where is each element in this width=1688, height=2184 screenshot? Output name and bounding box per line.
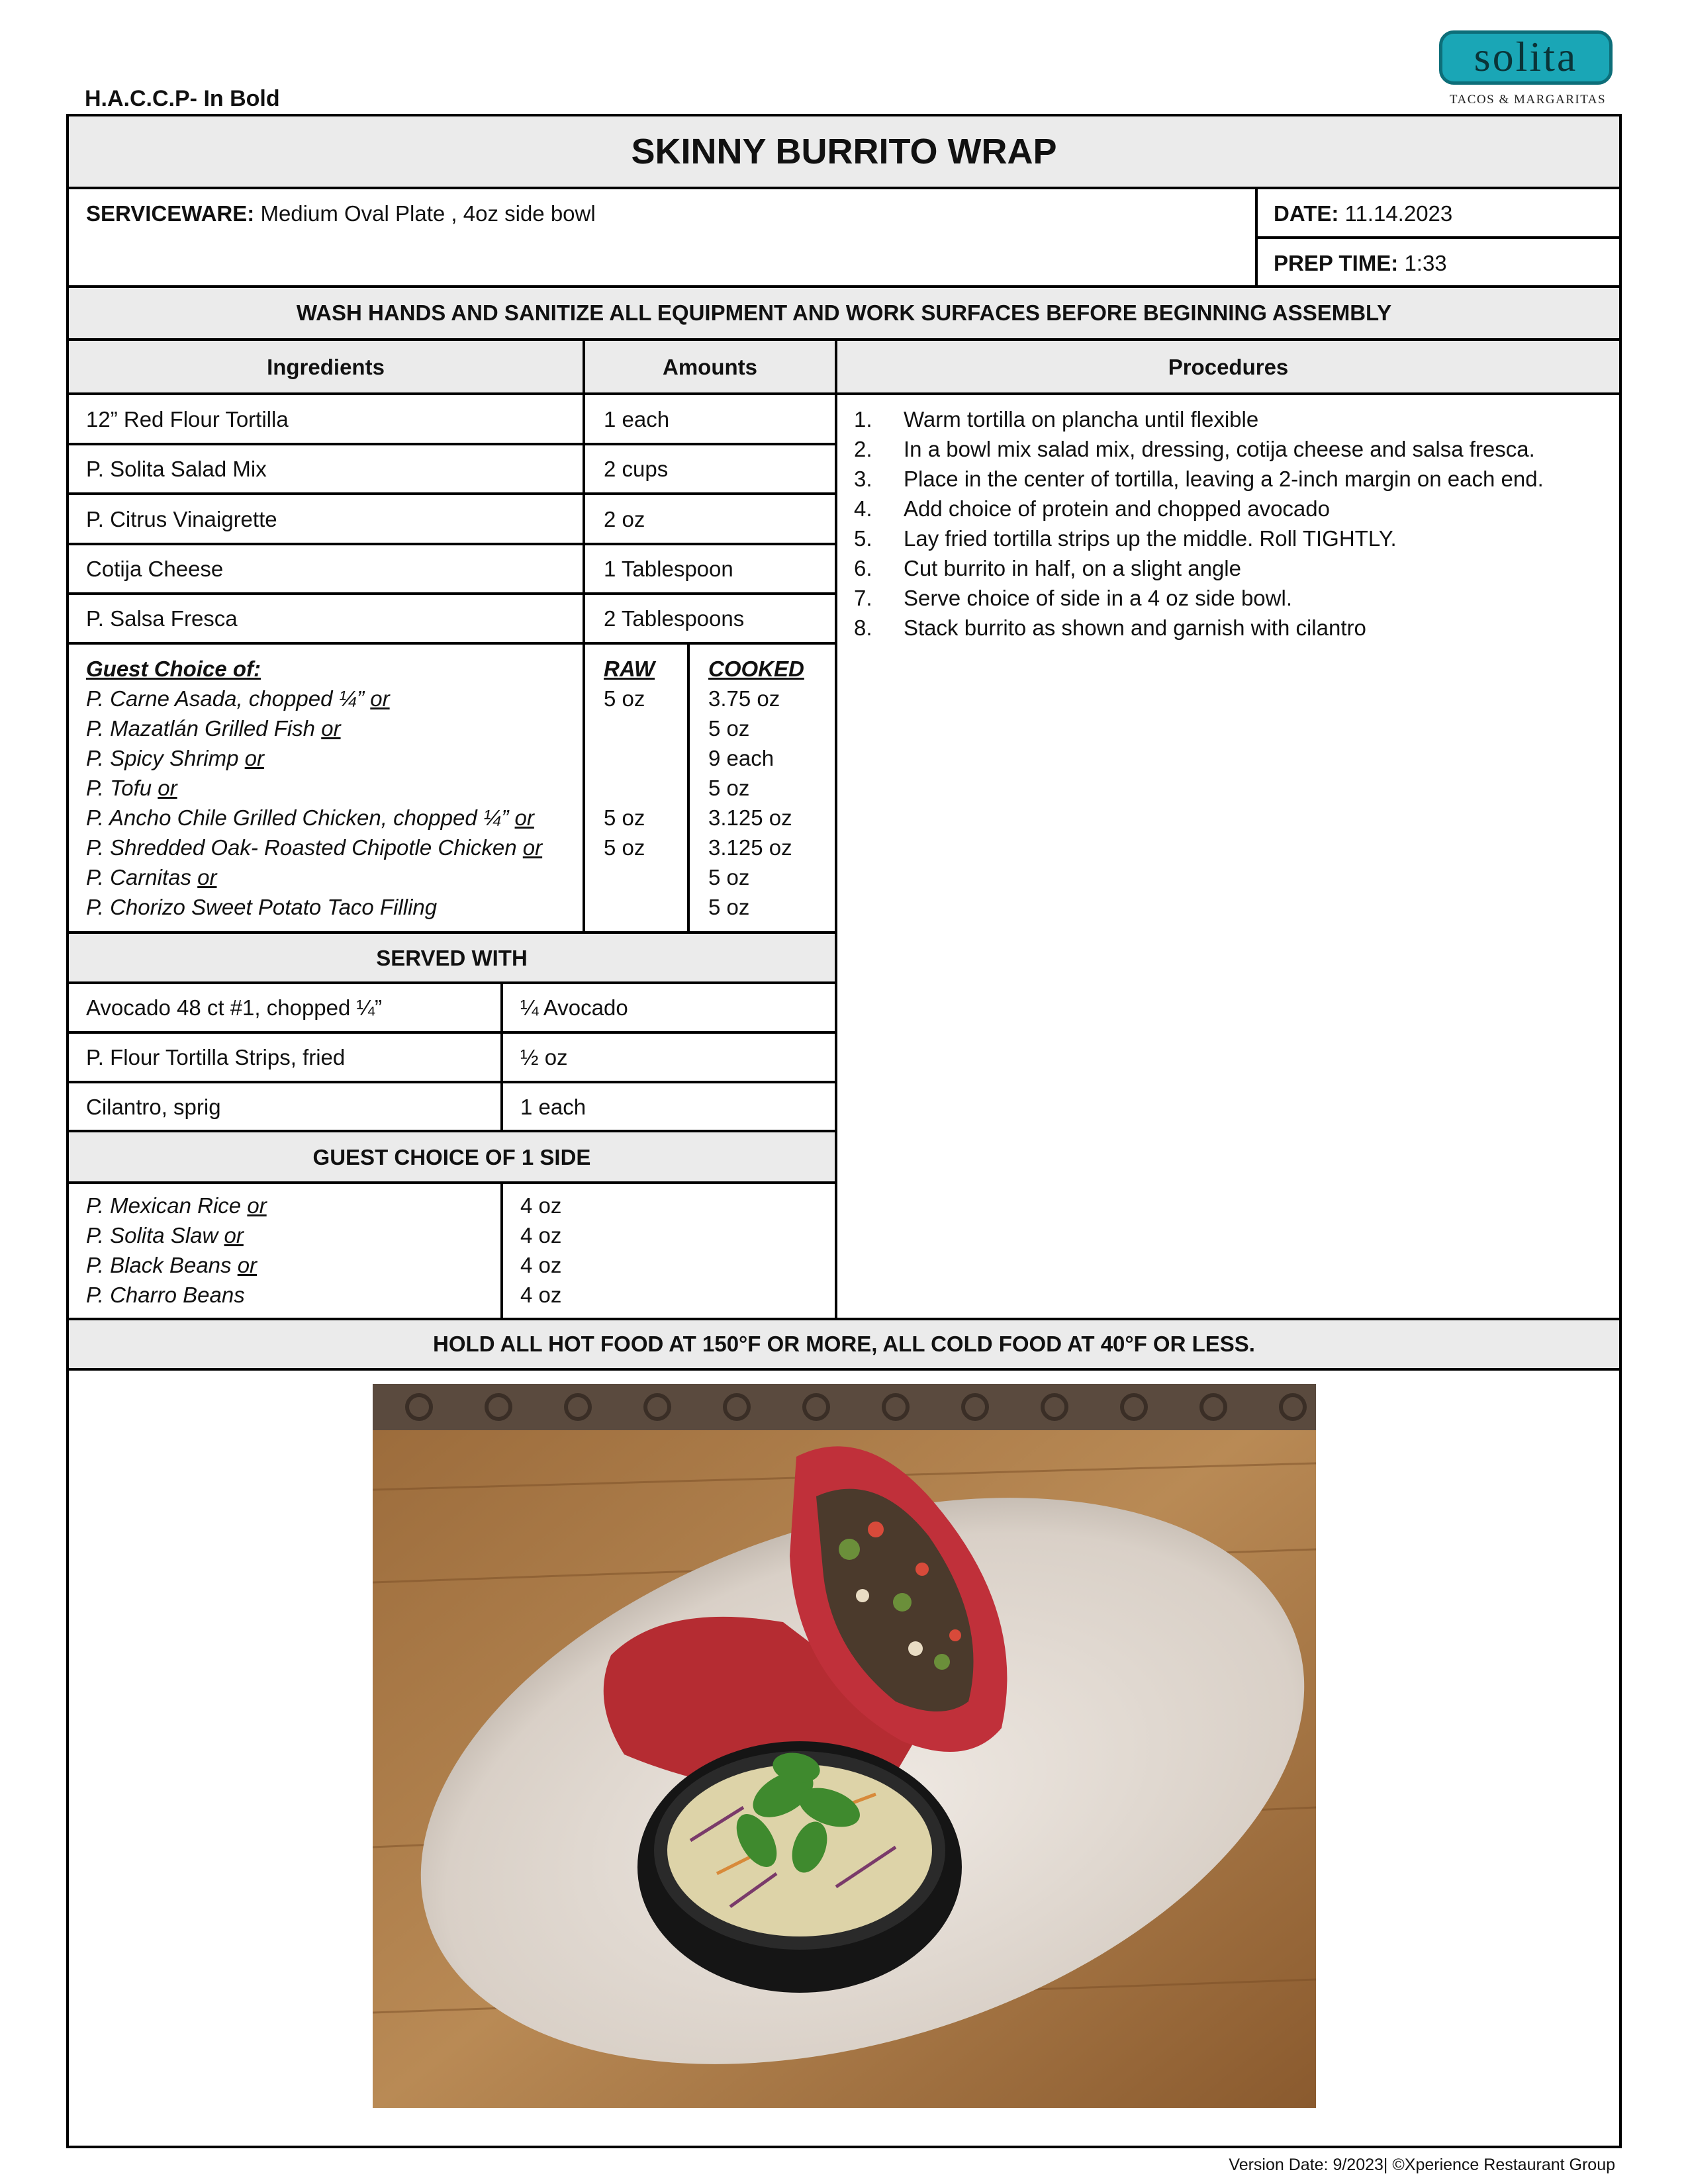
protein-cooked: 3.75 oz [708, 686, 780, 711]
protein-option: P. Spicy Shrimp or [86, 746, 264, 770]
served-with-amount: 1 each [520, 1095, 586, 1119]
serviceware-value: Medium Oval Plate , 4oz side bowl [260, 201, 596, 226]
ingredient-name: P. Citrus Vinaigrette [86, 507, 277, 531]
version-footer: Version Date: 9/2023| ©Xperience Restaurant Group [1229, 2156, 1615, 2174]
ingredient-name: 12” Red Flour Tortilla [86, 407, 289, 432]
side-amount: 4 oz [520, 1283, 562, 1307]
served-with-item: P. Flour Tortilla Strips, fried [86, 1045, 346, 1069]
hold-notice: HOLD ALL HOT FOOD AT 150°F OR MORE, ALL COLD FOOD AT 40°F OR LESS. [433, 1332, 1255, 1356]
ingredient-name: P. Salsa Fresca [86, 606, 238, 631]
wash-notice: WASH HANDS AND SANITIZE ALL EQUIPMENT AND WORK SURFACES BEFORE BEGINNING ASSEMBLY [296, 300, 1392, 325]
ingredient-amount: 2 cups [604, 457, 669, 481]
procedure-step: 3. Place in the center of tortilla, leaving a 2-inch margin on each end. [854, 467, 1544, 491]
side-option: P. Solita Slaw or [86, 1223, 244, 1248]
side-option: P. Mexican Rice or [86, 1193, 267, 1218]
ingredient-amount: 1 Tablespoon [604, 557, 733, 581]
procedure-step: 5. Lay fried tortilla strips up the middle. Roll TIGHTLY. [854, 526, 1397, 551]
procedure-step: 4. Add choice of protein and chopped avocado [854, 496, 1330, 521]
solita-logo [1435, 26, 1620, 114]
logo-badge [1439, 30, 1613, 85]
served-with-item: Avocado 48 ct #1, chopped ¼” [86, 995, 383, 1020]
served-with-heading: SERVED WITH [376, 946, 528, 970]
protein-raw: 5 oz [604, 805, 645, 830]
protein-cooked: 5 oz [708, 776, 750, 800]
protein-option: P. Tofu or [86, 776, 177, 800]
date-value: 11.14.2023 [1344, 201, 1453, 226]
prep-time-label: PREP TIME: [1274, 251, 1399, 275]
prep-time-value: 1:33 [1404, 251, 1447, 275]
date-label: DATE: [1274, 201, 1339, 226]
haccp-note: H.A.C.C.P- In Bold [85, 86, 280, 111]
side-option: P. Black Beans or [86, 1253, 258, 1277]
raw-header: RAW [604, 657, 655, 681]
date [1274, 199, 1452, 228]
protein-cooked: 5 oz [708, 865, 750, 889]
amounts-header: Amounts [663, 355, 757, 379]
logo-wordmark: solita [1474, 33, 1578, 80]
procedure-step: 7. Serve choice of side in a 4 oz side bowl. [854, 586, 1292, 610]
served-with-amount: ½ oz [520, 1045, 568, 1069]
protein-option: P. Shredded Oak- Roasted Chipotle Chicken or [86, 835, 543, 860]
side-choice-heading: GUEST CHOICE OF 1 SIDE [312, 1145, 591, 1169]
dish-photo [373, 1384, 1316, 2108]
procedures-header: Procedures [1168, 355, 1289, 379]
procedure-step: 1. Warm tortilla on plancha until flexible [854, 407, 1259, 432]
protein-cooked: 5 oz [708, 716, 750, 741]
guest-choice-heading: Guest Choice of: [86, 657, 261, 681]
protein-cooked: 5 oz [708, 895, 750, 919]
ingredient-name: P. Solita Salad Mix [86, 457, 267, 481]
protein-option: P. Carne Asada, chopped ¼” or [86, 686, 390, 711]
cooked-header: COOKED [708, 657, 804, 681]
ingredient-name: Cotija Cheese [86, 557, 224, 581]
side-amount: 4 oz [520, 1223, 562, 1248]
side-amount: 4 oz [520, 1193, 562, 1218]
side-option: P. Charro Beans [86, 1283, 245, 1307]
protein-option: P. Carnitas or [86, 865, 217, 889]
serviceware-label: SERVICEWARE: [86, 201, 255, 226]
procedure-step: 8. Stack burrito as shown and garnish with cilantro [854, 615, 1366, 640]
served-with-item: Cilantro, sprig [86, 1095, 221, 1119]
procedure-step: 6. Cut burrito in half, on a slight angle [854, 556, 1241, 580]
ingredient-amount: 2 oz [604, 507, 645, 531]
protein-option: P. Ancho Chile Grilled Chicken, chopped ¼” or [86, 805, 534, 830]
recipe-title: SKINNY BURRITO WRAP [631, 132, 1057, 171]
ingredient-amount: 2 Tablespoons [604, 606, 745, 631]
protein-cooked: 9 each [708, 746, 774, 770]
protein-cooked: 3.125 oz [708, 805, 792, 830]
protein-cooked: 3.125 oz [708, 835, 792, 860]
procedure-step: 2. In a bowl mix salad mix, dressing, cotija cheese and salsa fresca. [854, 437, 1535, 461]
served-with-amount: ¼ Avocado [520, 995, 628, 1020]
ingredient-amount: 1 each [604, 407, 670, 432]
serviceware [86, 199, 596, 228]
protein-raw: 5 oz [604, 686, 645, 711]
protein-option: P. Mazatlán Grilled Fish or [86, 716, 341, 741]
protein-option: P. Chorizo Sweet Potato Taco Filling [86, 895, 438, 919]
side-amount: 4 oz [520, 1253, 562, 1277]
protein-raw: 5 oz [604, 835, 645, 860]
logo-tagline: TACOS & MARGARITAS [1449, 93, 1607, 107]
prep-time [1274, 248, 1447, 278]
procedure-list [854, 404, 1544, 643]
ingredients-header: Ingredients [267, 355, 385, 379]
